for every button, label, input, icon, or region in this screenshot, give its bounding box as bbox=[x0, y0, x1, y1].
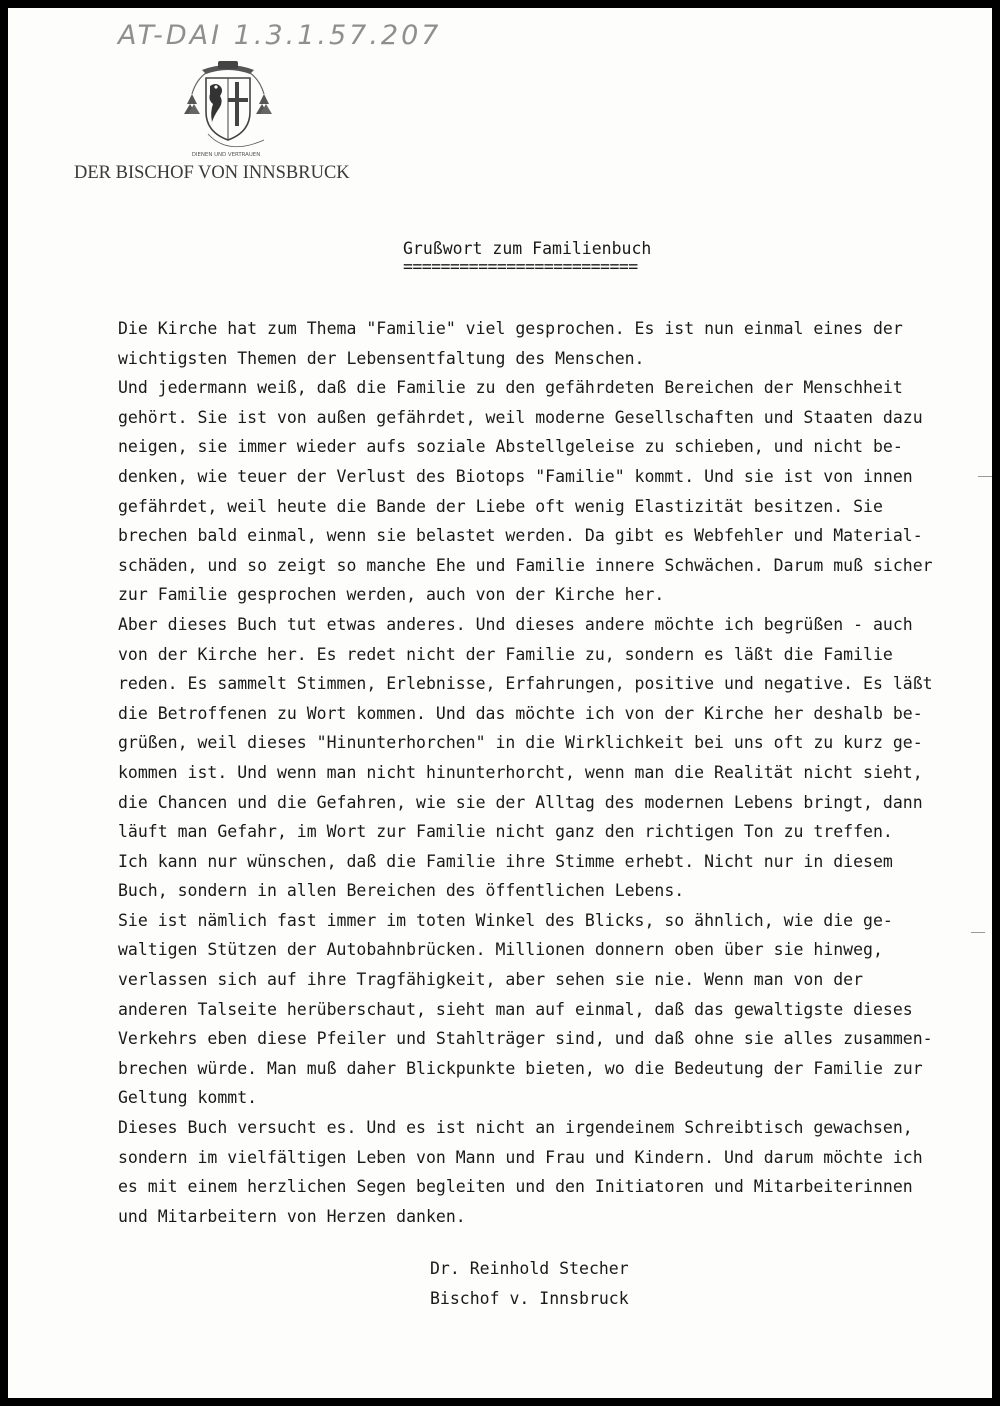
bishop-coat-of-arms-icon bbox=[180, 56, 276, 164]
body-line: anderen Talseite herüberschaut, sieht man auf einmal, daß das gewaltigste dieses bbox=[118, 999, 913, 1019]
body-line: neigen, sie immer wieder aufs soziale Abstellgeleise zu schieben, und nicht be- bbox=[118, 437, 903, 457]
body-line: waltigen Stützen der Autobahnbrücken. Millionen donnern oben über sie hinweg, bbox=[118, 940, 883, 960]
letter-body bbox=[118, 314, 948, 1231]
body-line: Sie ist nämlich fast immer im toten Winkel des Blicks, so ähnlich, wie die ge- bbox=[118, 910, 893, 930]
archive-reference: AT-DAI 1.3.1.57.207 bbox=[118, 20, 442, 51]
body-line: brechen würde. Man muß daher Blickpunkte bieten, wo die Bedeutung der Familie zur bbox=[118, 1058, 923, 1078]
body-line: Ich kann nur wünschen, daß die Familie ihre Stimme erhebt. Nicht nur in diesem bbox=[118, 851, 893, 871]
title-underline: ========================= bbox=[403, 257, 638, 276]
body-line: Die Kirche hat zum Thema "Familie" viel gesprochen. Es ist nun einmal eines der bbox=[118, 319, 903, 338]
margin-tick-mark bbox=[971, 932, 985, 933]
signature-name: Dr. Reinhold Stecher bbox=[430, 1259, 629, 1278]
body-line: verlassen sich auf ihre Tragfähigkeit, aber sehen sie nie. Wenn man von der bbox=[118, 970, 864, 990]
body-line: sondern im vielfältigen Leben von Mann und Frau und Kindern. Und darum möchte ich bbox=[118, 1147, 923, 1167]
body-line: kommen ist. Und wenn man nicht hinunterhorcht, wenn man die Realität nicht sieht, bbox=[118, 762, 923, 782]
body-line: brechen bald einmal, wenn sie belastet werden. Da gibt es Webfehler und Material- bbox=[118, 526, 923, 546]
body-line: wichtigsten Themen der Lebensentfaltung des Menschen. bbox=[118, 348, 645, 368]
body-line: denken, wie teuer der Verlust des Biotops "Familie" kommt. Und sie ist von innen bbox=[118, 466, 913, 486]
body-line: von der Kirche her. Es redet nicht der Familie zu, sondern es läßt die Familie bbox=[118, 644, 893, 664]
letter-title-block bbox=[403, 238, 651, 274]
letter-page bbox=[8, 8, 992, 1398]
body-line: Verkehrs eben diese Pfeiler und Stahlträger sind, und daß ohne sie alles zusammen- bbox=[118, 1029, 933, 1049]
svg-text:DIENEN UND VERTRAUEN: DIENEN UND VERTRAUEN bbox=[191, 152, 261, 158]
body-line: Dieses Buch versucht es. Und es ist nicht an irgendeinem Schreibtisch gewachsen, bbox=[118, 1118, 913, 1138]
letterhead-sender: DER BISCHOF VON INNSBRUCK bbox=[74, 163, 350, 183]
body-line: läuft man Gefahr, im Wort zur Familie nicht ganz den richtigen Ton zu treffen. bbox=[118, 822, 893, 842]
body-line: es mit einem herzlichen Segen begleiten und den Initiatoren und Mitarbeiterinnen bbox=[118, 1177, 913, 1197]
body-line: die Chancen und die Gefahren, wie sie der Alltag des modernen Lebens bringt, dann bbox=[118, 792, 923, 812]
body-line: Buch, sondern in allen Bereichen des öffentlichen Lebens. bbox=[118, 881, 685, 901]
margin-tick-mark bbox=[978, 476, 992, 477]
body-line: zur Familie gesprochen werden, auch von der Kirche her. bbox=[118, 585, 665, 605]
body-line: und Mitarbeitern von Herzen danken. bbox=[118, 1206, 466, 1226]
body-line: die Betroffenen zu Wort kommen. Und das möchte ich von der Kirche her deshalb be- bbox=[118, 703, 923, 723]
body-line: reden. Es sammelt Stimmen, Erlebnisse, Erfahrungen, positive und negative. Es läßt bbox=[118, 674, 933, 694]
body-line: schäden, und so zeigt so manche Ehe und Familie innere Schwächen. Darum muß sicher bbox=[118, 555, 933, 575]
letter-title: Grußwort zum Familienbuch bbox=[403, 239, 652, 258]
body-line: grüßen, weil dieses "Hinunterhorchen" in die Wirklichkeit bei uns oft zu kurz ge- bbox=[118, 733, 923, 753]
signature-block bbox=[430, 1254, 629, 1314]
signature-role: Bischof v. Innsbruck bbox=[430, 1289, 629, 1308]
body-line: Und jedermann weiß, daß die Familie zu den gefährdeten Bereichen der Menschheit bbox=[118, 378, 903, 398]
body-line: gehört. Sie ist von außen gefährdet, weil moderne Gesellschaften und Staaten dazu bbox=[118, 407, 923, 427]
body-line: gefährdet, weil heute die Bande der Liebe oft wenig Elastizität besitzen. Sie bbox=[118, 496, 883, 516]
body-line: Aber dieses Buch tut etwas anderes. Und dieses andere möchte ich begrüßen - auch bbox=[118, 614, 913, 634]
body-line: Geltung kommt. bbox=[118, 1088, 258, 1108]
